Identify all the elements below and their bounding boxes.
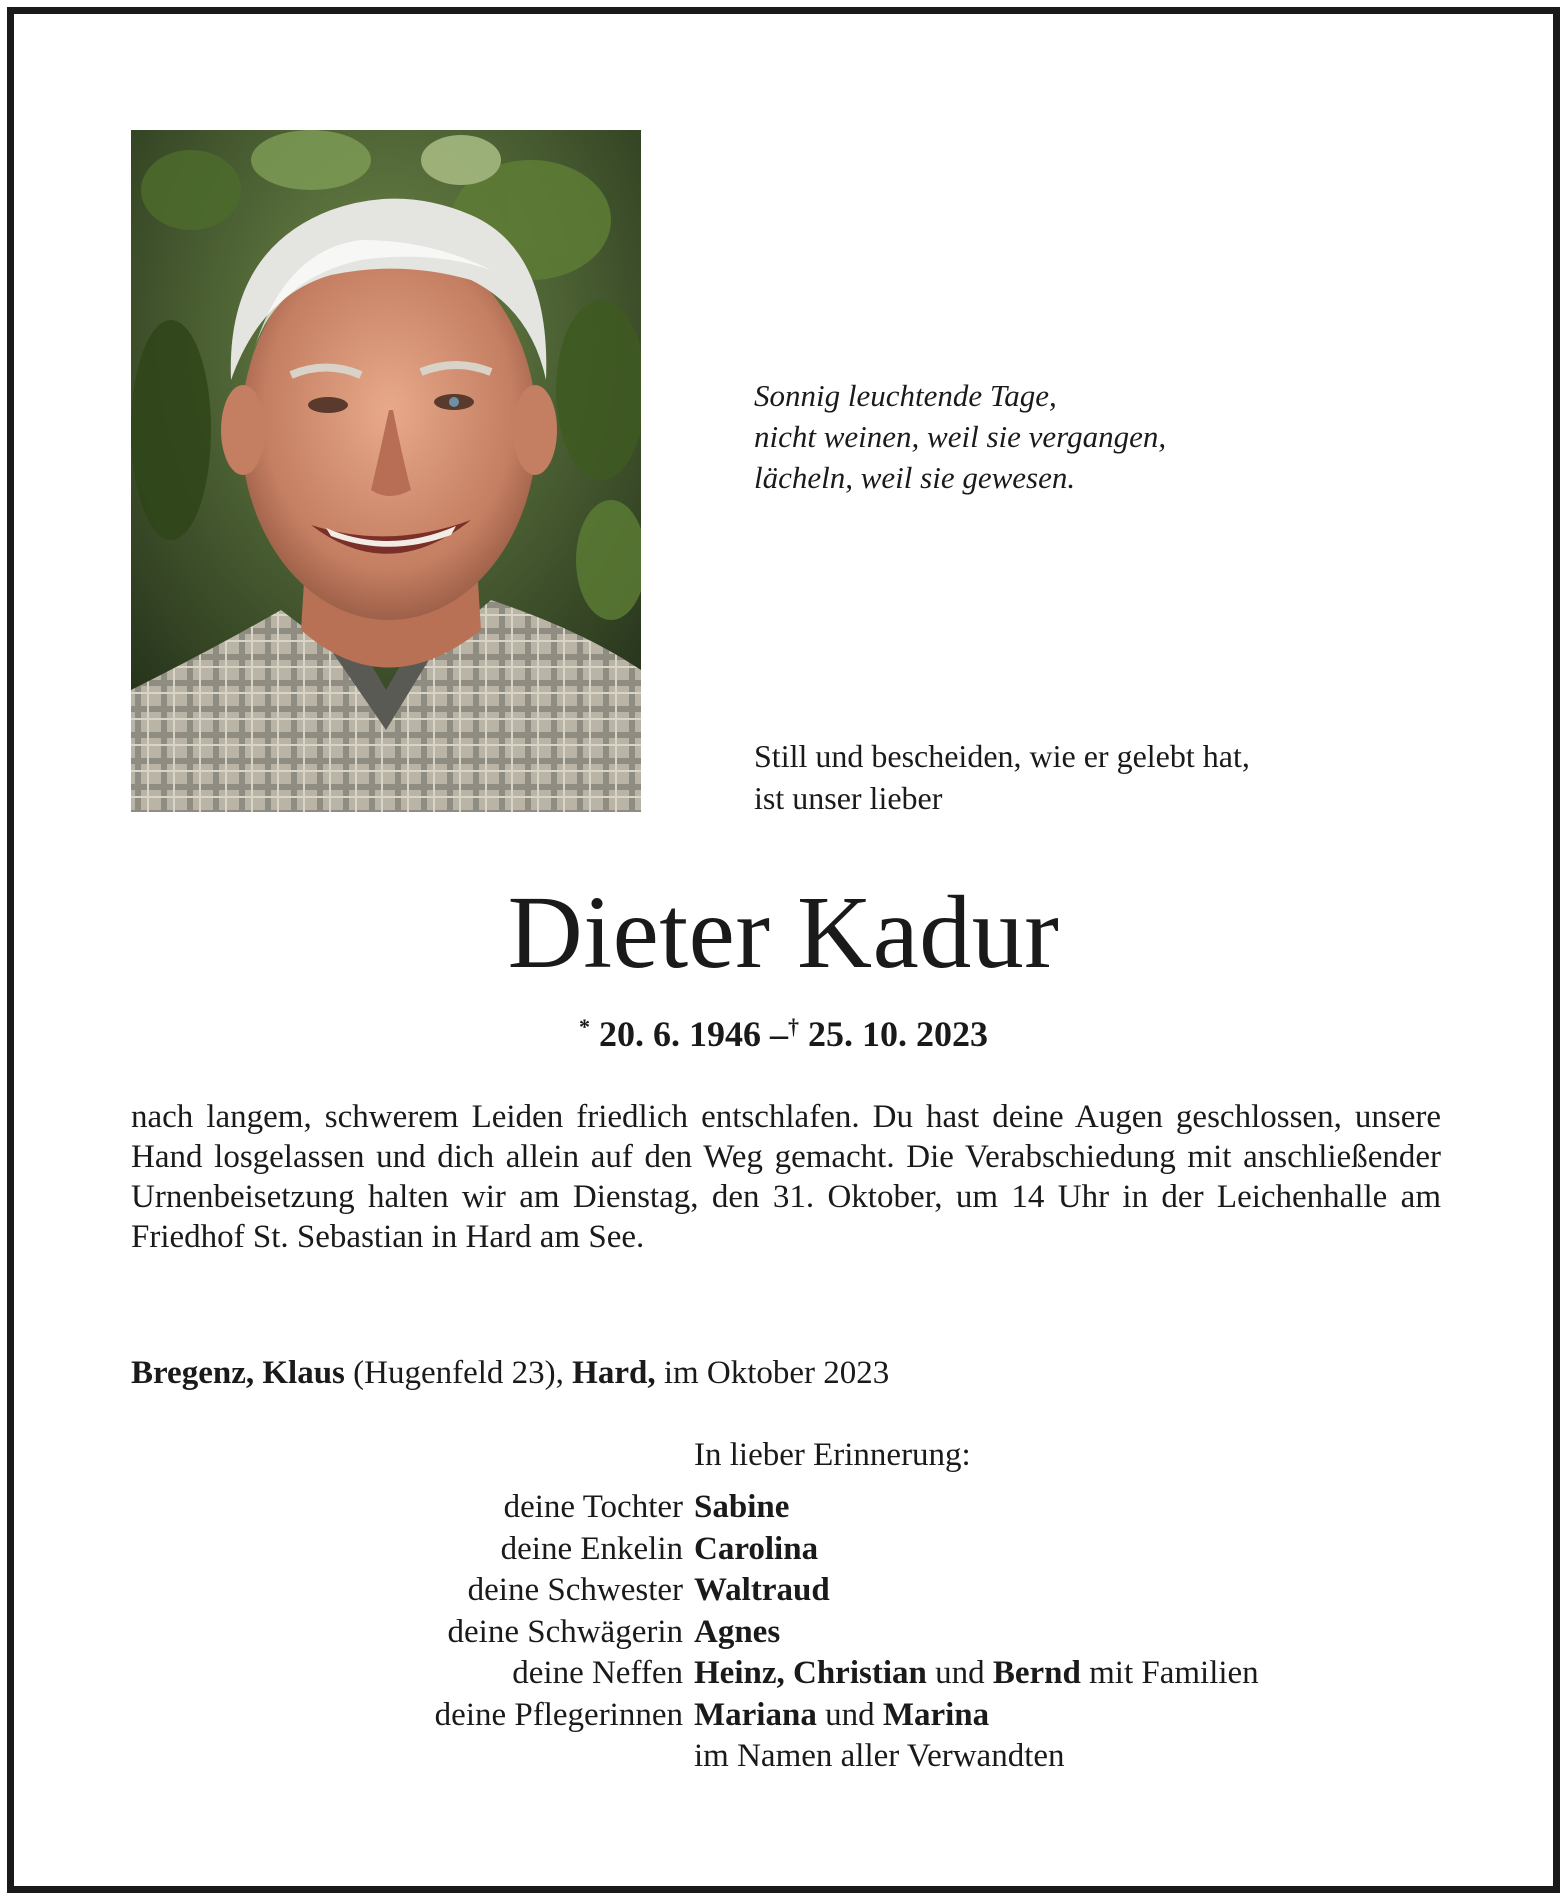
mourner-name: Mariana <box>694 1696 817 1733</box>
date-dash: – <box>770 1014 788 1054</box>
mourner-row <box>131 1653 1451 1695</box>
mourner-row <box>131 1736 1451 1778</box>
mourner-names <box>694 1612 1451 1654</box>
mourner-name: Sabine <box>694 1489 790 1525</box>
mourner-name: Bernd <box>992 1655 1081 1691</box>
mourner-row <box>131 1487 1451 1529</box>
mourner-relation: deine Tochter <box>503 1489 683 1525</box>
place-date-line <box>131 1353 889 1393</box>
mourners-list <box>131 1487 1451 1778</box>
mourner-names <box>694 1736 1451 1778</box>
mourner-names <box>694 1695 1451 1737</box>
mourner-row <box>131 1695 1451 1737</box>
poem-line: nicht weinen, weil sie vergangen, <box>754 419 1167 454</box>
intro-line: Still und bescheiden, wie er gelebt hat, <box>754 738 1250 774</box>
life-dates <box>0 1005 1567 1056</box>
place-address: (Hugenfeld 23), <box>344 1355 573 1391</box>
mourner-row <box>131 1529 1451 1571</box>
mourner-relation: deine Pflegerinnen <box>434 1696 683 1733</box>
mourner-relation: deine Schwägerin <box>447 1613 683 1650</box>
poem <box>754 375 1166 498</box>
mourner-name: Heinz, Christian <box>694 1655 927 1691</box>
mourner-names <box>694 1487 1451 1529</box>
intro-text <box>754 735 1250 819</box>
mourner-text: mit Familien <box>1080 1655 1259 1691</box>
mourner-name: Agnes <box>694 1613 781 1650</box>
mourner-name: Carolina <box>694 1530 819 1567</box>
mourner-row <box>131 1612 1451 1654</box>
intro-line: ist unser lieber <box>754 780 943 816</box>
mourner-relation: deine Enkelin <box>500 1530 683 1567</box>
mourner-row <box>131 1570 1451 1612</box>
announcement-text: nach langem, schwerem Leiden friedlich entschlafen. Du hast deine Augen geschlossen, unsere Hand losgelassen und dich allein auf den Weg gemacht. Die Verabschiedung mit anschließender Urnenbeisetzung halten wir am Dienstag, den 31. Oktober, um 14 Uhr in der Leichenhalle am Friedhof St. Sebastian in Hard am See. <box>131 1099 1441 1255</box>
mourner-name: Waltraud <box>694 1572 830 1608</box>
death-symbol: † <box>788 1014 799 1039</box>
mourner-text: und <box>816 1696 883 1733</box>
place-towns: Bregenz, Klaus <box>131 1355 345 1391</box>
place-date: im Oktober 2023 <box>655 1355 890 1391</box>
death-date: 25. 10. 2023 <box>808 1014 988 1054</box>
poem-line: lächeln, weil sie gewesen. <box>754 460 1076 495</box>
birth-symbol: * <box>579 1014 590 1039</box>
mourner-name: Marina <box>882 1696 990 1733</box>
mourner-names <box>694 1653 1451 1695</box>
mourner-names <box>694 1529 1451 1571</box>
poem-line: Sonnig leuchtende Tage, <box>754 378 1057 413</box>
mourner-text: und <box>926 1655 993 1691</box>
portrait-photo <box>131 130 641 812</box>
mourner-relation: deine Neffen <box>512 1655 683 1691</box>
mourner-names <box>694 1570 1451 1612</box>
mourner-relation <box>131 1736 694 1778</box>
birth-date: 20. 6. 1946 <box>599 1014 761 1054</box>
mourner-relation: deine Schwester <box>467 1572 683 1608</box>
place-town2: Hard, <box>572 1355 656 1391</box>
memory-heading: In lieber Erinnerung: <box>694 1437 971 1473</box>
mourner-text: im Namen aller Verwandten <box>694 1738 1065 1774</box>
deceased-name: Dieter Kadur <box>507 875 1060 990</box>
